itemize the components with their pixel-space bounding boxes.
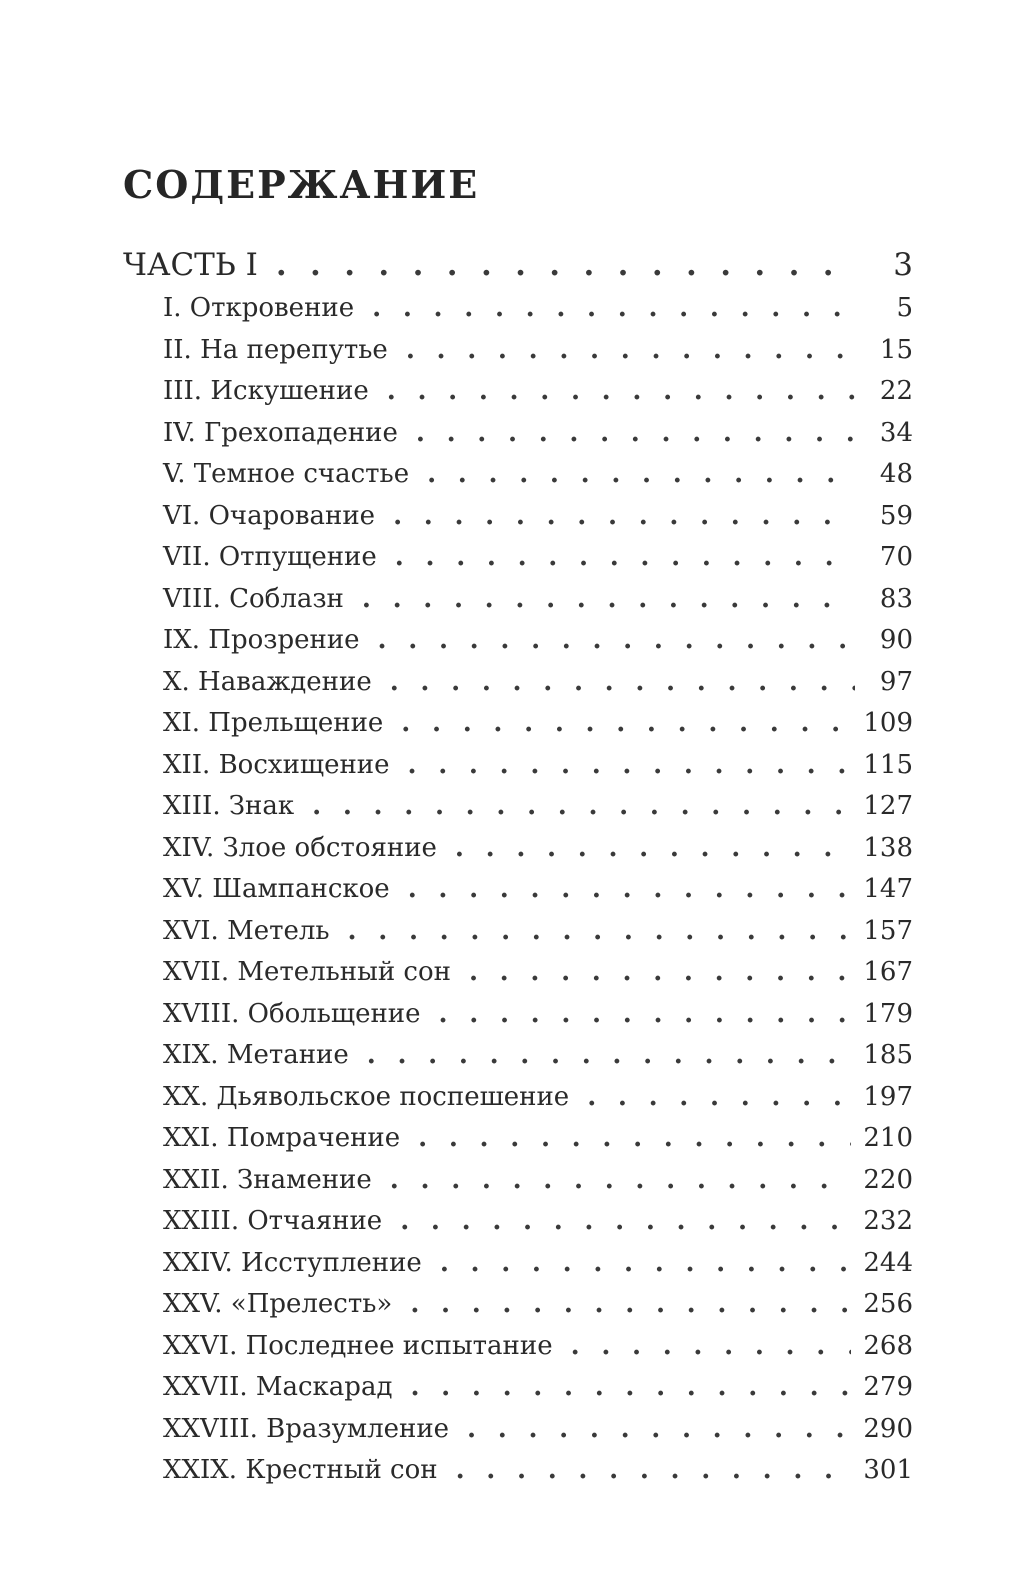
toc-entry-label: VIII. Соблазн <box>163 583 344 614</box>
toc-entry-label: I. Откровение <box>163 293 355 323</box>
dot-leader <box>395 537 855 579</box>
toc-entry-label: X. Наваждение <box>163 666 372 697</box>
toc-entry-page: 70 <box>879 542 913 572</box>
toc-entry <box>123 579 913 621</box>
toc-entry <box>123 413 913 455</box>
toc-entry-page: 97 <box>879 666 913 697</box>
toc-entry-page: 232 <box>863 1206 913 1236</box>
dot-leader <box>378 620 855 662</box>
toc-entry-page: 147 <box>863 874 913 904</box>
toc-entry-page: 34 <box>879 417 913 448</box>
toc-entry-page: 15 <box>879 334 913 365</box>
toc-entry <box>123 454 913 496</box>
toc-entry-page: 256 <box>863 1289 913 1319</box>
toc-entry-page: 268 <box>863 1330 913 1361</box>
dot-leader <box>416 413 855 455</box>
toc-entry-page: 185 <box>863 1040 913 1070</box>
toc-entry-label: XXI. Помрачение <box>163 1123 401 1153</box>
toc-entry-page: 109 <box>863 708 913 738</box>
toc-entry <box>123 703 913 745</box>
toc-entry <box>123 1450 913 1492</box>
toc-entry-label: XIV. Злое обстояние <box>163 832 437 863</box>
dot-leader <box>427 454 855 496</box>
toc-entry-page: 279 <box>863 1372 913 1402</box>
toc-entry <box>123 1035 913 1077</box>
toc-entry-page: 197 <box>863 1081 913 1112</box>
toc-entry-label: VI. Очарование <box>163 500 376 531</box>
dot-leader <box>393 496 855 538</box>
dot-leader <box>387 371 855 413</box>
toc-entry <box>123 1284 913 1326</box>
toc-entry <box>123 745 913 787</box>
toc-entry-page: 290 <box>863 1413 913 1444</box>
toc-entry <box>123 288 913 330</box>
dot-leader <box>469 952 851 994</box>
toc-entry-label: XXIX. Крестный сон <box>163 1455 438 1485</box>
dot-leader <box>440 1243 852 1285</box>
toc-part-page: 3 <box>893 247 913 283</box>
dot-leader <box>348 911 852 953</box>
toc-entry <box>123 828 913 870</box>
table-of-contents <box>123 243 913 1492</box>
dot-leader <box>408 745 852 787</box>
toc-entry-label: VII. Отпущение <box>163 542 377 572</box>
toc-entry <box>123 1201 913 1243</box>
toc-entry <box>123 1118 913 1160</box>
toc-entry-label: XXII. Знамение <box>163 1164 372 1195</box>
toc-entry-label: XV. Шампанское <box>163 874 390 904</box>
dot-leader <box>410 1367 851 1409</box>
toc-entry-page: 48 <box>879 459 913 489</box>
toc-entry-page: 127 <box>863 791 913 821</box>
dot-leader <box>367 1035 852 1077</box>
toc-entry <box>123 371 913 413</box>
toc-entry-page: 115 <box>863 749 913 780</box>
toc-entry-page: 167 <box>863 957 913 987</box>
dot-leader <box>571 1326 852 1368</box>
toc-entry <box>123 1326 913 1368</box>
dot-leader <box>456 1450 852 1492</box>
dot-leader <box>406 330 855 372</box>
toc-entry-label: XIX. Метание <box>163 1040 349 1070</box>
toc-entry-page: 301 <box>863 1455 913 1485</box>
toc-entry-label: V. Темное счастье <box>163 459 410 489</box>
toc-entry-label: XXVI. Последнее испытание <box>163 1330 553 1361</box>
toc-entry <box>123 1243 913 1285</box>
toc-entry-label: XIII. Знак <box>163 791 295 821</box>
toc-entry-page: 83 <box>879 583 913 614</box>
toc-entry-label: XXVII. Маскарад <box>163 1372 393 1402</box>
toc-entry-page: 138 <box>863 832 913 863</box>
toc-entry <box>123 496 913 538</box>
toc-part-label: ЧАСТЬ I <box>123 247 258 283</box>
toc-entry-label: IV. Грехопадение <box>163 417 398 448</box>
toc-entry <box>123 620 913 662</box>
dot-leader <box>410 1284 851 1326</box>
toc-entry-page: 22 <box>879 376 913 406</box>
dot-leader <box>439 994 852 1036</box>
toc-entry-page: 59 <box>879 500 913 531</box>
toc-entry-label: XXIV. Исступление <box>163 1247 422 1278</box>
dot-leader <box>418 1118 851 1160</box>
toc-entry-label: XVIII. Обольщение <box>163 998 421 1029</box>
toc-entry <box>123 994 913 1036</box>
dot-leader <box>372 288 855 330</box>
dot-leader <box>455 828 851 870</box>
toc-entry-label: XXVIII. Вразумление <box>163 1413 450 1444</box>
toc-entry-page: 5 <box>896 293 913 323</box>
toc-entry-label: XVI. Метель <box>163 915 330 946</box>
toc-entry <box>123 537 913 579</box>
toc-entry <box>123 1409 913 1451</box>
page-title: СОДЕРЖАНИЕ <box>123 162 480 207</box>
toc-entry <box>123 662 913 704</box>
toc-entry <box>123 1367 913 1409</box>
toc-entry <box>123 1160 913 1202</box>
toc-entry-label: XXV. «Прелесть» <box>163 1289 393 1319</box>
toc-entry-page: 90 <box>879 625 913 655</box>
toc-entry-label: II. На перепутье <box>163 334 388 365</box>
dot-leader <box>276 243 855 288</box>
dot-leader <box>362 579 855 621</box>
toc-entry-label: IX. Прозрение <box>163 625 360 655</box>
dot-leader <box>408 869 852 911</box>
toc-entry-label: XVII. Метельный сон <box>163 957 451 987</box>
toc-entry <box>123 869 913 911</box>
dot-leader <box>587 1077 851 1119</box>
dot-leader <box>312 786 851 828</box>
toc-entry-label: III. Искушение <box>163 376 369 406</box>
toc-entry-label: XI. Прельщение <box>163 708 384 738</box>
toc-entry <box>123 952 913 994</box>
toc-part-entry <box>123 243 913 288</box>
toc-entry <box>123 1077 913 1119</box>
toc-entry <box>123 330 913 372</box>
dot-leader <box>467 1409 851 1451</box>
toc-entry-page: 210 <box>863 1123 913 1153</box>
toc-entry-label: XII. Восхищение <box>163 749 390 780</box>
dot-leader <box>400 1201 851 1243</box>
dot-leader <box>401 703 851 745</box>
toc-entry-label: XXIII. Отчаяние <box>163 1206 383 1236</box>
toc-entry <box>123 786 913 828</box>
toc-entry-page: 179 <box>863 998 913 1029</box>
toc-entry-page: 157 <box>863 915 913 946</box>
toc-entry-page: 244 <box>863 1247 913 1278</box>
toc-entry-page: 220 <box>863 1164 913 1195</box>
dot-leader <box>390 1160 852 1202</box>
dot-leader <box>390 662 855 704</box>
toc-entry-label: XX. Дьявольское поспешение <box>163 1081 570 1112</box>
toc-entry <box>123 911 913 953</box>
